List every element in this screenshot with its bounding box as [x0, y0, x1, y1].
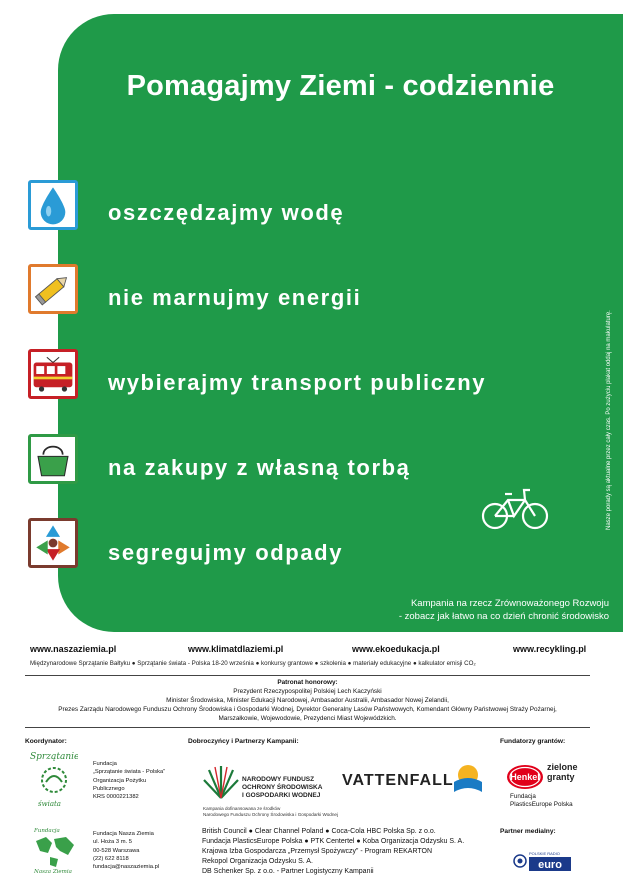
tip-waste-text: segregujmy odpady — [108, 540, 344, 565]
coordinator-2-line: ul. Hoża 3 m. 5 — [93, 839, 132, 846]
henkel-logo — [506, 763, 544, 791]
pr-logo-top: POLSKIE RADIO — [529, 851, 560, 856]
ziemia-logo-bottom: Nasza Ziemia — [34, 869, 72, 875]
events-row: Międzynarodowe Sprzątanie Bałtyku ● Sprzątanie świata - Polska 18-20 września ● konkursy grantowe ● szkolenia ● materiały edukacyjne ● kalkulator emisji CO₂ — [30, 660, 476, 667]
partners-line: Krajowa Izba Gospodarcza „Przemysł Spożywczy” - Program REKARTON — [202, 848, 433, 855]
tip-transport-text: wybierajmy transport publiczny — [108, 370, 487, 395]
coordinator-1-line: „Sprzątanie świata - Polska” — [93, 769, 166, 776]
coordinator-title: Koordynator: — [25, 738, 67, 745]
partners-line: DB Schenker Sp. z o.o. - Partner Logistyczny Kampanii — [202, 868, 374, 875]
sprzatanie-logo-word: Sprzątanie — [30, 752, 78, 762]
nfosigw-caption-line: Narodowego Funduszu Ochrony Środowiska i Gospodarki Wodnej — [203, 811, 338, 817]
henkel-logo-word: Henkel — [510, 772, 540, 782]
coordinator-1-line: Publicznego — [93, 785, 125, 792]
partners-list — [202, 827, 464, 877]
coordinator-2-line: 00-528 Warszawa — [93, 847, 140, 854]
link-recykling[interactable]: www.recykling.pl — [513, 644, 587, 654]
pencil-icon — [28, 264, 78, 314]
nfosigw-name — [242, 776, 322, 800]
bicycle-icon — [480, 478, 550, 534]
founder-line: PlasticsEurope Polska — [510, 801, 573, 808]
link-ekoedukacja[interactable]: www.ekoedukacja.pl — [352, 644, 440, 654]
coordinator-2-line: Fundacja Nasza Ziemia — [93, 831, 154, 837]
campaign-text — [309, 597, 609, 623]
nasza-ziemia-logo — [30, 825, 80, 875]
swiata-logo-word: świata — [38, 800, 61, 808]
patronage-line-4: Marszałkowie, Wojewodowie, Prezydenci Miast Wojewódzkich. — [218, 715, 397, 722]
polskie-radio-euro-logo — [513, 849, 573, 873]
coordinator-2-text — [93, 830, 159, 871]
partners-line: Fundacja PlasticsEurope Polska ● PTK Centertel ● Koba Organizacja Odzysku S. A. — [202, 838, 465, 845]
campaign-line-1: Kampania na rzecz Zrównoważonego Rozwoju — [410, 598, 609, 609]
tram-icon — [28, 349, 78, 399]
founder-text — [510, 793, 573, 809]
coordinator-2-line: (22) 622 8118 — [93, 855, 129, 862]
media-partner-title: Partner medialny: — [500, 828, 556, 835]
patronage — [25, 678, 590, 723]
links-row — [30, 644, 596, 656]
patronage-line-3: Prezes Zarządu Narodowego Funduszu Ochrony Środowiska i Gospodarki Wodnej, Dyrektor Generalny Lasów Państwowych, Komendant Główny Państwowej Straży Pożarnej, — [58, 706, 557, 713]
nfosigw-logo — [203, 762, 239, 802]
side-note: Nasze porady są aktualne przez cały czas. Po zużyciu plakat oddaj na makulaturę. — [606, 310, 612, 530]
patronage-title: Patronat honorowy: — [277, 679, 338, 686]
shopping-bag-icon — [28, 434, 78, 484]
zielone-word: zielone — [547, 762, 578, 772]
coordinator-1-line: Organizacja Pożytku — [93, 777, 147, 784]
tip-water-text: oszczędzajmy wodę — [108, 200, 345, 225]
vattenfall-logo-text: VATTENFALL — [342, 772, 454, 789]
nfosigw-line: OCHRONY ŚRODOWISKA — [242, 784, 323, 791]
ziemia-logo-top: Fundacja — [34, 828, 60, 834]
zielone-granty — [547, 762, 578, 782]
coordinator-2-line[interactable]: fundacja@naszaziemia.pl — [93, 864, 160, 871]
pr-logo-name: euro — [538, 859, 562, 871]
water-drop-icon — [28, 180, 78, 230]
nfosigw-caption-line: Kampania dofinansowana ze środków — [203, 806, 281, 811]
vattenfall-sun-icon — [452, 764, 484, 794]
granty-word: granty — [547, 772, 575, 782]
campaign-line-2: - zobacz jak łatwo na co dzień chronić środowisko — [398, 611, 609, 622]
partners-title: Dobroczyńcy i Partnerzy Kampanii: — [188, 738, 299, 745]
coordinator-1-text — [93, 760, 165, 801]
founder-line: Fundacja — [510, 793, 536, 800]
founders-title: Fundatorzy grantów: — [500, 738, 566, 745]
patronage-line-1: Prezydent Rzeczypospolitej Polskiej Lech Kaczyński — [233, 688, 382, 695]
divider — [25, 675, 590, 676]
partners-line: Rekopol Organizacja Odzysku S. A. — [202, 858, 313, 865]
patronage-line-2: Minister Środowiska, Minister Edukacji Narodowej, Ambasador Australii, Ambasador Nowej Zelandii, — [166, 697, 449, 704]
sprzatanie-swiata-logo — [30, 750, 78, 810]
divider — [25, 727, 590, 728]
page-title: Pomagajmy Ziemi - codziennie — [126, 70, 555, 102]
coordinator-1-line: Fundacja — [93, 761, 117, 767]
partners-line: British Council ● Clear Channel Poland ● Coca-Cola HBC Polska Sp. z o.o. — [202, 828, 436, 835]
nfosigw-line: NARODOWY FUNDUSZ — [242, 776, 315, 783]
link-klimatdlaziemi[interactable]: www.klimatdlaziemi.pl — [188, 644, 284, 654]
coordinator-1-line: KRS 0000221382 — [93, 794, 139, 801]
tip-bag-text: na zakupy z własną torbą — [108, 455, 411, 480]
nfosigw-caption — [203, 806, 338, 817]
tip-energy-text: nie marnujmy energii — [108, 285, 362, 310]
link-naszaziemia[interactable]: www.naszaziemia.pl — [30, 644, 117, 654]
nfosigw-line: I GOSPODARKI WODNEJ — [242, 792, 321, 799]
recycle-icon — [28, 518, 78, 568]
